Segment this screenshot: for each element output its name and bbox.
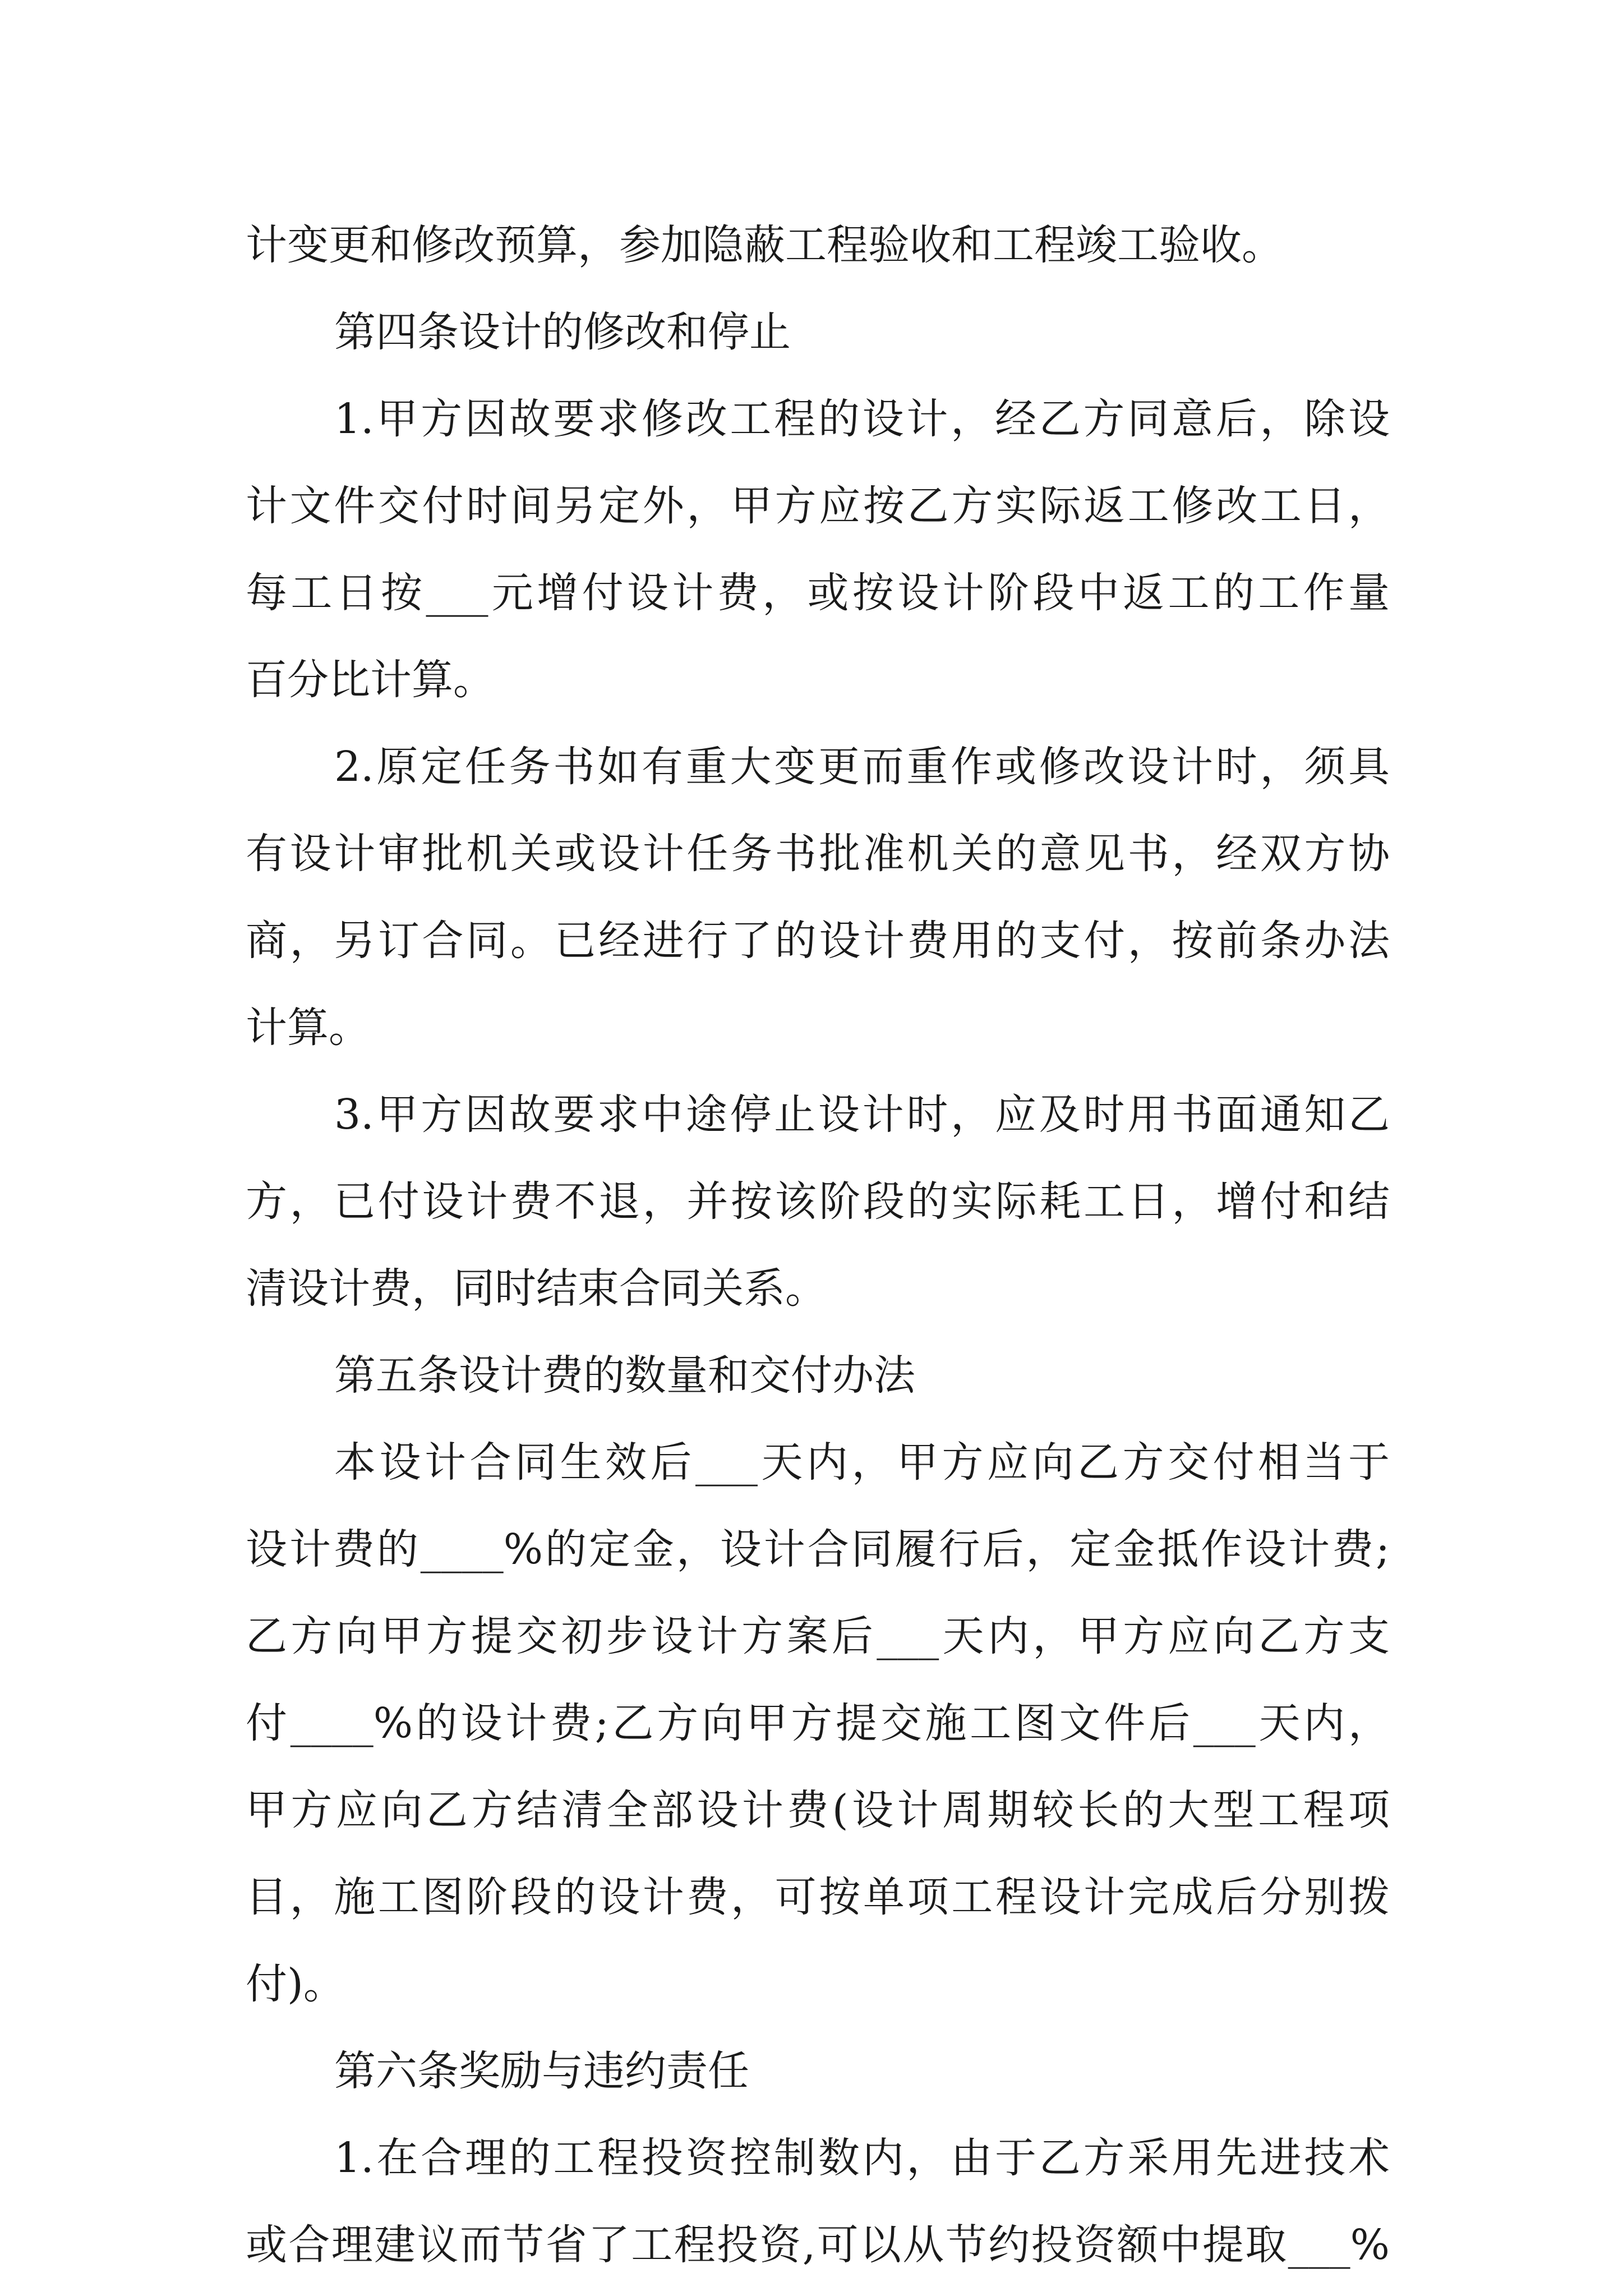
text-line: 商，另订合同。已经进行了的设计费用的支付，按前条办法 xyxy=(246,917,1390,965)
section-heading-4: 第四条设计的修改和停止 xyxy=(334,308,791,356)
text-line: 方，已付设计费不退，并按该阶段的实际耗工日，增付和结 xyxy=(246,1177,1390,1226)
contract-text xyxy=(246,202,1390,2289)
text-line: 本设计合同生效后___天内，甲方应向乙方交付相当于 xyxy=(334,1438,1390,1487)
text-line: 计变更和修改预算，参加隐蔽工程验收和工程竣工验收。 xyxy=(246,221,1283,269)
text-line: 百分比计算。 xyxy=(246,656,495,704)
text-line: 1.在合理的工程投资控制数内，由于乙方采用先进技术 xyxy=(334,2134,1390,2182)
text-line: 3.甲方因故要求中途停止设计时，应及时用书面通知乙 xyxy=(334,1091,1390,1139)
text-line: 目，施工图阶段的设计费，可按单项工程设计完成后分别拨 xyxy=(246,1873,1390,1921)
text-line: 2.原定任务书如有重大变更而重作或修改设计时，须具 xyxy=(334,743,1390,791)
text-line: 有设计审批机关或设计任务书批准机关的意见书，经双方协 xyxy=(246,830,1390,878)
text-line: 甲方应向乙方结清全部设计费(设计周期较长的大型工程项 xyxy=(246,1786,1390,1834)
text-line: 付____%的设计费;乙方向甲方提交施工图文件后___天内， xyxy=(246,1699,1390,1747)
text-line: 1.甲方因故要求修改工程的设计，经乙方同意后，除设 xyxy=(334,395,1390,443)
section-heading-6: 第六条奖励与违约责任 xyxy=(334,2047,749,2095)
text-line: 付)。 xyxy=(246,1960,345,2008)
text-line: 计文件交付时间另定外，甲方应按乙方实际返工修改工日， xyxy=(246,482,1390,530)
text-line: 设计费的____%的定金，设计合同履行后，定金抵作设计费; xyxy=(246,1525,1390,1573)
text-line: 或合理建议而节省了工程投资,可以从节约投资额中提取___% xyxy=(246,2221,1390,2269)
text-line: 乙方向甲方提交初步设计方案后___天内，甲方应向乙方支 xyxy=(246,1612,1390,1660)
text-line: 每工日按___元增付设计费，或按设计阶段中返工的工作量 xyxy=(246,569,1390,617)
text-line: 清设计费，同时结束合同关系。 xyxy=(246,1264,827,1313)
section-heading-5: 第五条设计费的数量和交付办法 xyxy=(334,1351,915,1400)
text-line: 计算。 xyxy=(246,1004,370,1052)
